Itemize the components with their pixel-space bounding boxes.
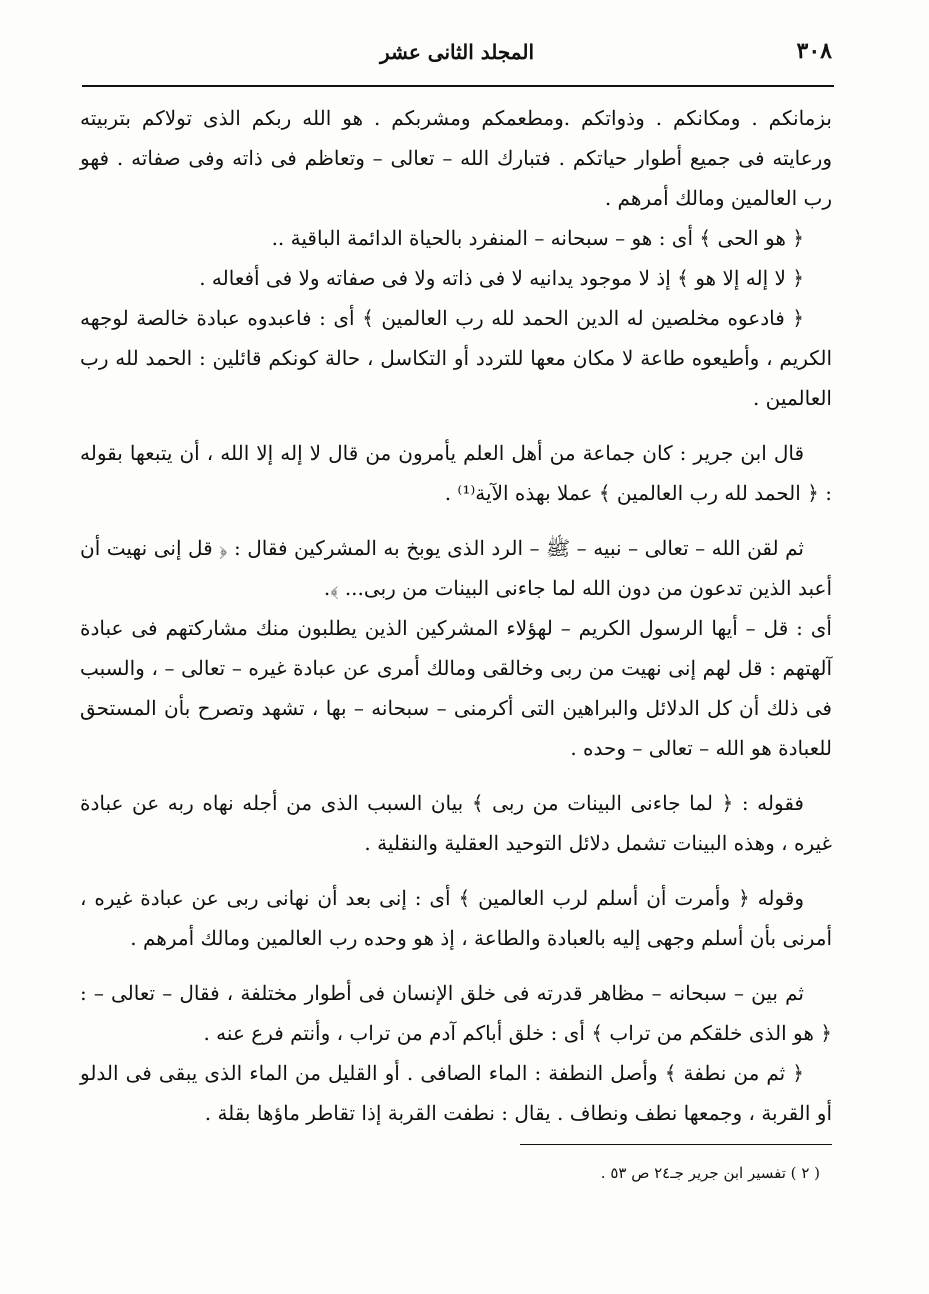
paragraph: ثم بين – سبحانه – مظاهر قدرته فى خلق الإنسان فى أطوار مختلفة ، فقال – تعالى – : ﴿ هو الذى خلقكم من تراب ﴾ أى : خلق أباكم آدم من تراب ، وأنتم فرع عنه . [80,981,832,1045]
paragraph: ﴿ هو الحى ﴾ أى : هو – سبحانه – المنفرد بالحياة الدائمة الباقية .. [271,226,804,250]
volume-title: المجلد الثانى عشر [380,40,534,64]
paragraph: أى : قل – أيها الرسول الكريم – لهؤلاء المشركين الذين يطلبون منك مشاركتهم فى عبادة آلهتهم : قل لهم إنى نهيت من ربى وخالقى ومالك أمرى عن عبادة غيره – تعالى – ، والسبب فى ذلك أن كل الدلائل والبراهين التى أكرمنى – سبحانه – بها ، تشهد وتصرح بأن المستحق للعبادة هو الله – تعالى – وحده . [80,616,832,760]
main-text [80,98,832,1133]
header-divider [82,85,834,87]
footnote: ( ٢ ) تفسير ابن جرير جـ٢٤ ص ٥٣ . [600,1164,820,1182]
paragraph: قال ابن جرير : كان جماعة من أهل العلم يأمرون من قال لا إله إلا الله ، أن يتبعها بقوله : ﴿ الحمد لله رب العالمين ﴾ عملا بهذه الآية⁽¹⁾ . [80,441,832,505]
paragraph: ﴿ فادعوه مخلصين له الدين الحمد لله رب العالمين ﴾ أى : فاعبدوه عبادة خالصة لوجهه الكريم ، وأطيعوه طاعة لا مكان معها للتردد أو التكاسل ، حالة كونكم قائلين : الحمد لله رب العالمين . [80,306,832,410]
paragraph: وقوله ﴿ وأمرت أن أسلم لرب العالمين ﴾ أى : إنى بعد أن نهانى ربى عن عبادة غيره ، أمرنى بأن أسلم وجهى إليه بالعبادة والطاعة ، إذ هو وحده رب العالمين ومالك أمرهم . [80,886,832,950]
footnote-divider [520,1144,832,1145]
paragraph: فقوله : ﴿ لما جاءنى البينات من ربى ﴾ بيان السبب الذى من أجله نهاه ربه عن عبادة غيره ، وهذه البينات تشمل دلائل التوحيد العقلية والنقلية . [80,791,832,855]
paragraph: بزمانكم . ومكانكم . وذواتكم .ومطعمكم ومشربكم . هو الله ربكم الذى تولاكم بتربيته ورعايته فى جميع أطوار حياتكم . فتبارك الله – تعالى – وتعاظم فى ذاته وفى صفاته . فهو رب العالمين ومالك أمرهم . [80,106,832,210]
paragraph: ثم لقن الله – تعالى – نبيه – ﷺ – الرد الذى يوبخ به المشركين فقال : ﴿ قل إنى نهيت أن أعبد الذين تدعون من دون الله لما جاءنى البينات من ربى... ﴾. [80,536,832,600]
paragraph: ﴿ لا إله إلا هو ﴾ إذ لا موجود يدانيه لا فى ذاته ولا فى صفاته ولا فى أفعاله . [199,266,804,290]
page-number: ٣٠٨ [796,38,832,64]
paragraph: ﴿ ثم من نطفة ﴾ وأصل النطفة : الماء الصافى . أو القليل من الماء الذى يبقى فى الدلو أو القربة ، وجمعها نطف ونطاف . يقال : نطفت القربة إذا تقاطر ماؤها بقلة . [80,1061,832,1125]
page-header [82,38,832,80]
